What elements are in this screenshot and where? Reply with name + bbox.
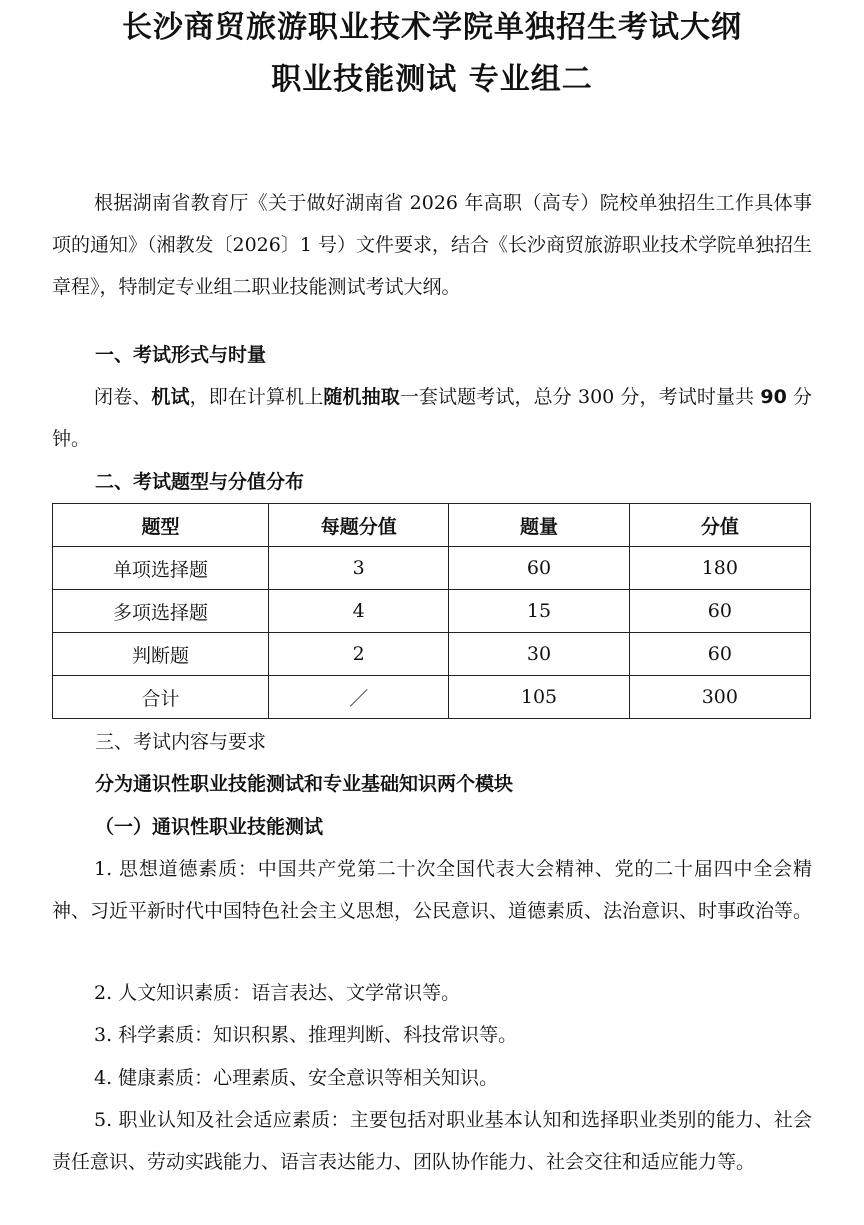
list-item: 1. 思想道德素质：中国共产党第二十次全国代表大会精神、党的二十届四中全会精神、习近平新时代中国特色社会主义思想，公民意识、道德素质、法治意识、时事政治等。 [52,858,813,922]
table-cell: 合计 [53,676,269,719]
table-header-cell: 题型 [53,504,269,547]
list-item: 2. 人文知识素质：语言表达、文学常识等。 [94,982,461,1004]
table-row [53,590,811,633]
table-cell: 105 [449,676,629,719]
list-item: 5. 职业认知及社会适应素质：主要包括对职业基本认知和选择职业类别的能力、社会责任意识、劳动实践能力、语言表达能力、团队协作能力、社会交往和适应能力等。 [52,1109,812,1173]
section1-paragraph [52,376,812,460]
intro-paragraph: 根据湖南省教育厅《关于做好湖南省 2026 年高职（高专）院校单独招生工作具体事项的通知》（湘教发〔2026〕1 号）文件要求，结合《长沙商贸旅游职业技术学院单独招生章程》，特制定专业组二职业技能测试考试大纲。 [52,192,812,298]
section1-text-d: 分钟。 [52,386,812,450]
table-cell: 4 [269,590,449,633]
document-title: 长沙商贸旅游职业技术学院单独招生考试大纲 [122,10,742,45]
list-item: 3. 科学素质：知识积累、推理判断、科技常识等。 [94,1024,518,1046]
section1-bold-random-draw: 随机抽取 [323,386,400,408]
section1-text-c: 一套试题考试，总分 300 分，考试时量共 [399,386,761,408]
table-row [53,676,811,719]
table-cell: 3 [269,547,449,590]
table-cell: 30 [449,633,629,676]
section3-summary: 分为通识性职业技能测试和专业基础知识两个模块 [95,773,514,795]
score-distribution-table [52,503,811,719]
section1-text-b: ，即在计算机上 [189,386,324,408]
table-row [53,633,811,676]
subsection1-heading: （一）通识性职业技能测试 [95,816,324,838]
table-row [53,547,811,590]
section2-heading: 二、考试题型与分值分布 [95,471,305,493]
document-subtitle: 职业技能测试 专业组二 [271,62,593,97]
table-header-row [53,504,811,547]
table-cell: 15 [449,590,629,633]
table-header-cell: 每题分值 [269,504,449,547]
list-item: 4. 健康素质：心理素质、安全意识等相关知识。 [94,1067,499,1089]
section3-heading: 三、考试内容与要求 [95,731,267,753]
section1-heading: 一、考试形式与时量 [95,344,267,366]
table-cell: 180 [629,547,810,590]
table-cell: 单项选择题 [53,547,269,590]
table-header-cell: 题量 [449,504,629,547]
table-cell: 300 [629,676,810,719]
table-cell: 2 [269,633,449,676]
table-cell: 60 [629,590,810,633]
table-cell: 60 [449,547,629,590]
table-cell: 多项选择题 [53,590,269,633]
table-cell: 判断题 [53,633,269,676]
section1-bold-minutes: 90 [760,386,787,408]
table-cell: ／ [269,676,449,719]
table-cell: 60 [629,633,810,676]
section1-text-a: 闭卷、 [94,386,152,408]
section1-bold-machine-test: 机试 [151,386,190,408]
table-header-cell: 分值 [629,504,810,547]
